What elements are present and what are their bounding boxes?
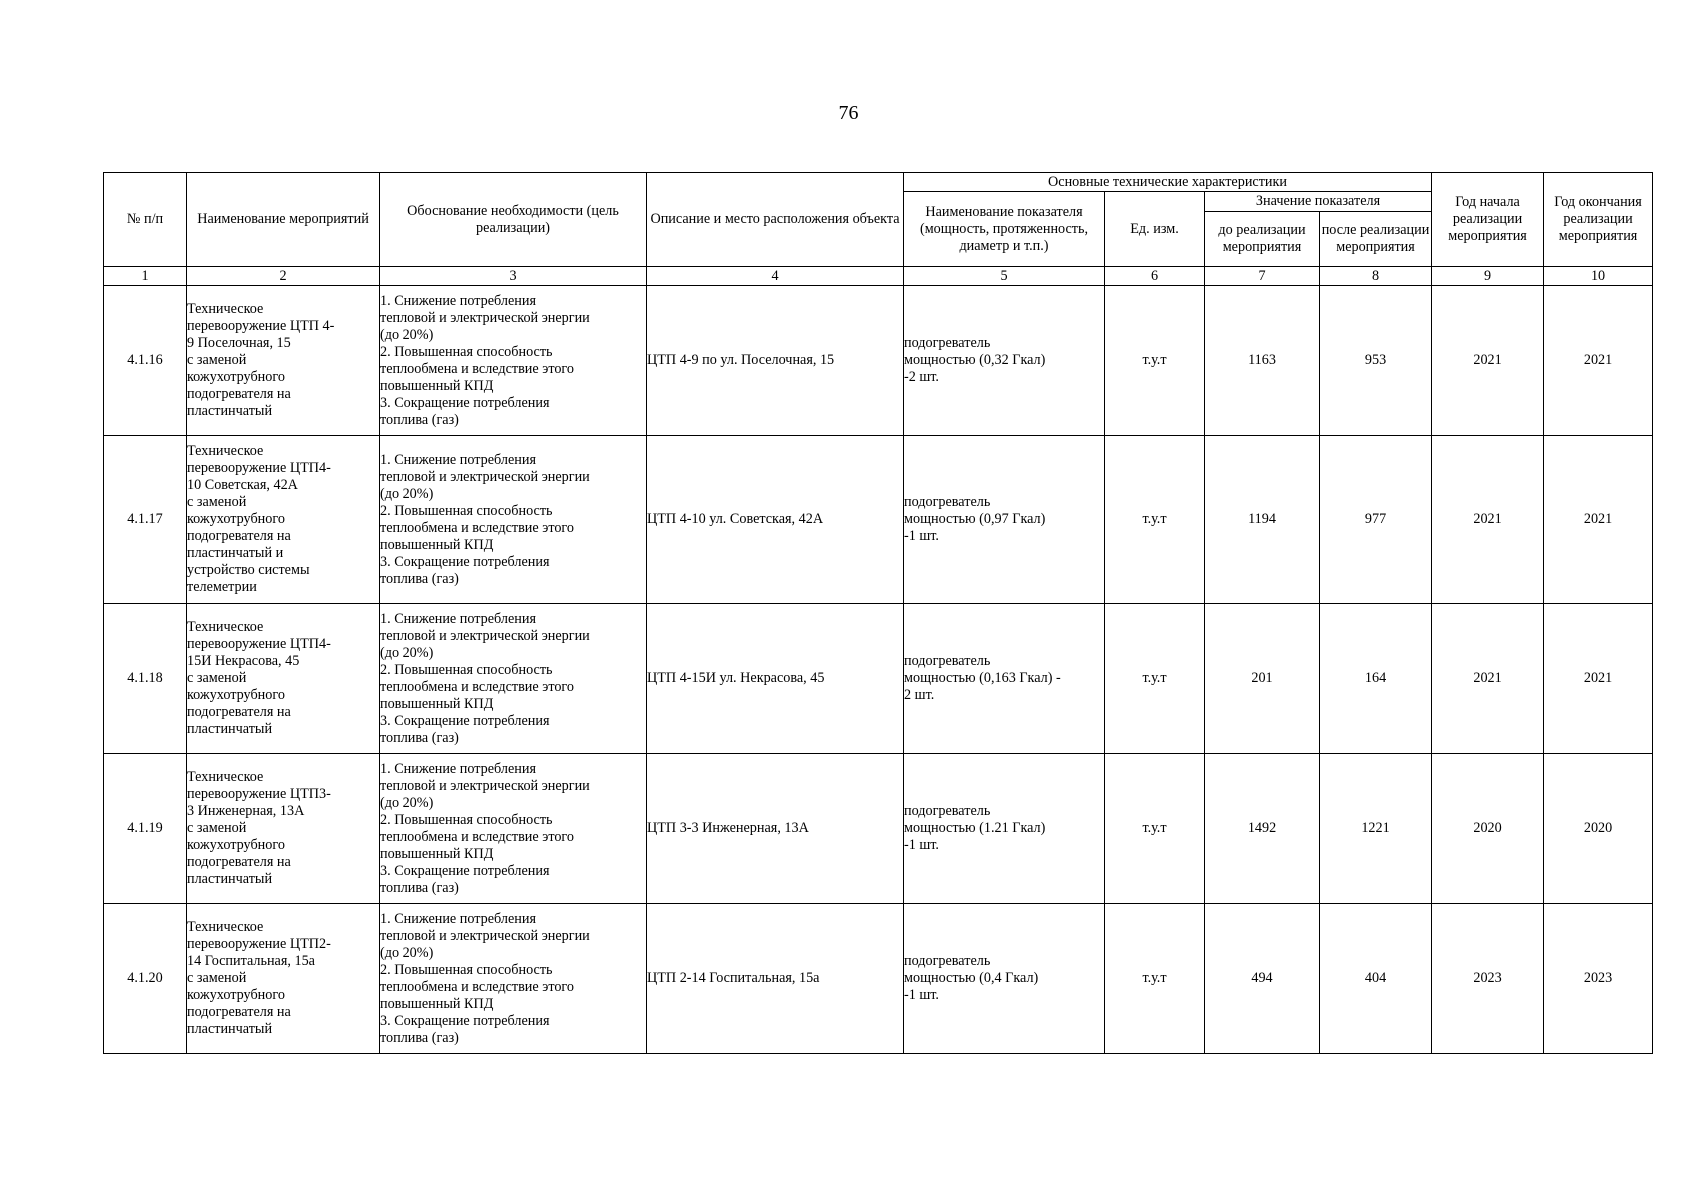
row-unit: т.у.т bbox=[1105, 604, 1205, 754]
table-row bbox=[104, 604, 1653, 754]
table-row bbox=[104, 754, 1653, 904]
row-indicator: подогреватель мощностью (0,32 Гкал) -2 шт. bbox=[904, 335, 1046, 385]
measures-table bbox=[103, 172, 1653, 1054]
row-after: 953 bbox=[1320, 286, 1432, 436]
header-year-start: Год начала реализации мероприятия bbox=[1432, 173, 1544, 267]
table-row bbox=[104, 286, 1653, 436]
column-number: 8 bbox=[1320, 267, 1432, 286]
row-year-start: 2020 bbox=[1432, 754, 1544, 904]
header-justification: Обоснование необходимости (цель реализации) bbox=[380, 173, 647, 267]
row-year-start: 2021 bbox=[1432, 286, 1544, 436]
column-number: 6 bbox=[1105, 267, 1205, 286]
row-year-start: 2021 bbox=[1432, 436, 1544, 604]
row-indicator: подогреватель мощностью (0,4 Гкал) -1 шт. bbox=[904, 953, 1039, 1003]
row-unit: т.у.т bbox=[1105, 754, 1205, 904]
row-name: Техническое перевооружение ЦТП4- 10 Советская, 42А с заменой кожухотрубного подогревателя на пластинчатый и устройство системы телеметрии bbox=[187, 443, 331, 595]
row-justification: 1. Снижение потребления тепловой и электрической энергии (до 20%) 2. Повышенная способность теплообмена и вследствие этого повышенный КПД 3. Сокращение потребления топлива (газ) bbox=[380, 292, 590, 428]
row-description: ЦТП 3-3 Инженерная, 13А bbox=[647, 754, 904, 904]
table-row bbox=[104, 904, 1653, 1054]
page-number: 76 bbox=[838, 102, 859, 124]
row-indicator: подогреватель мощностью (1.21 Гкал) -1 шт. bbox=[904, 803, 1046, 853]
row-description: ЦТП 4-9 по ул. Поселочная, 15 bbox=[647, 286, 904, 436]
header-tech-group: Основные технические характеристики bbox=[904, 173, 1432, 192]
row-after: 404 bbox=[1320, 904, 1432, 1054]
row-num: 4.1.20 bbox=[104, 904, 187, 1054]
header-indicator-name: Наименование показателя (мощность, протяженность, диаметр и т.п.) bbox=[904, 192, 1105, 267]
row-num: 4.1.18 bbox=[104, 604, 187, 754]
column-number: 5 bbox=[904, 267, 1105, 286]
row-year-end: 2020 bbox=[1544, 754, 1653, 904]
row-indicator: подогреватель мощностью (0,97 Гкал) -1 шт. bbox=[904, 494, 1046, 544]
column-number: 1 bbox=[104, 267, 187, 286]
column-number: 10 bbox=[1544, 267, 1653, 286]
row-name: Техническое перевооружение ЦТП4- 15И Некрасова, 45 с заменой кожухотрубного подогревателя на пластинчатый bbox=[187, 619, 331, 737]
row-unit: т.у.т bbox=[1105, 436, 1205, 604]
row-name: Техническое перевооружение ЦТП 4- 9 Поселочная, 15 с заменой кожухотрубного подогревателя на пластинчатый bbox=[187, 301, 335, 419]
row-description: ЦТП 4-10 ул. Советская, 42А bbox=[647, 436, 904, 604]
row-num: 4.1.17 bbox=[104, 436, 187, 604]
row-justification: 1. Снижение потребления тепловой и электрической энергии (до 20%) 2. Повышенная способность теплообмена и вследствие этого повышенный КПД 3. Сокращение потребления топлива (газ) bbox=[380, 451, 590, 587]
header-year-end: Год окончания реализации мероприятия bbox=[1544, 173, 1653, 267]
header-value-group: Значение показателя bbox=[1205, 192, 1432, 212]
table-row bbox=[104, 436, 1653, 604]
column-number-row bbox=[104, 267, 1653, 286]
row-year-start: 2023 bbox=[1432, 904, 1544, 1054]
row-description: ЦТП 2-14 Госпитальная, 15а bbox=[647, 904, 904, 1054]
row-description: ЦТП 4-15И ул. Некрасова, 45 bbox=[647, 604, 904, 754]
header-after: после реализации мероприятия bbox=[1320, 212, 1432, 267]
row-after: 977 bbox=[1320, 436, 1432, 604]
header-description: Описание и место расположения объекта bbox=[647, 173, 904, 267]
row-before: 1163 bbox=[1205, 286, 1320, 436]
row-year-end: 2021 bbox=[1544, 286, 1653, 436]
header-num: № п/п bbox=[104, 173, 187, 267]
row-before: 201 bbox=[1205, 604, 1320, 754]
row-year-start: 2021 bbox=[1432, 604, 1544, 754]
column-number: 7 bbox=[1205, 267, 1320, 286]
column-number: 3 bbox=[380, 267, 647, 286]
column-number: 2 bbox=[187, 267, 380, 286]
row-year-end: 2023 bbox=[1544, 904, 1653, 1054]
row-justification: 1. Снижение потребления тепловой и электрической энергии (до 20%) 2. Повышенная способность теплообмена и вследствие этого повышенный КПД 3. Сокращение потребления топлива (газ) bbox=[380, 610, 590, 746]
row-year-end: 2021 bbox=[1544, 604, 1653, 754]
row-num: 4.1.19 bbox=[104, 754, 187, 904]
row-justification: 1. Снижение потребления тепловой и электрической энергии (до 20%) 2. Повышенная способность теплообмена и вследствие этого повышенный КПД 3. Сокращение потребления топлива (газ) bbox=[380, 760, 590, 896]
row-year-end: 2021 bbox=[1544, 436, 1653, 604]
header-name: Наименование мероприятий bbox=[187, 173, 380, 267]
row-num: 4.1.16 bbox=[104, 286, 187, 436]
row-after: 164 bbox=[1320, 604, 1432, 754]
column-number: 9 bbox=[1432, 267, 1544, 286]
row-indicator: подогреватель мощностью (0,163 Гкал) - 2 шт. bbox=[904, 653, 1061, 703]
row-name: Техническое перевооружение ЦТП2- 14 Госпитальная, 15а с заменой кожухотрубного подогревателя на пластинчатый bbox=[187, 919, 331, 1037]
row-unit: т.у.т bbox=[1105, 286, 1205, 436]
row-justification: 1. Снижение потребления тепловой и электрической энергии (до 20%) 2. Повышенная способность теплообмена и вследствие этого повышенный КПД 3. Сокращение потребления топлива (газ) bbox=[380, 910, 590, 1046]
header-row-1 bbox=[104, 173, 1653, 192]
row-before: 1492 bbox=[1205, 754, 1320, 904]
row-before: 494 bbox=[1205, 904, 1320, 1054]
row-before: 1194 bbox=[1205, 436, 1320, 604]
column-number: 4 bbox=[647, 267, 904, 286]
header-unit: Ед. изм. bbox=[1105, 192, 1205, 267]
row-name: Техническое перевооружение ЦТП3- 3 Инженерная, 13А с заменой кожухотрубного подогревателя на пластинчатый bbox=[187, 769, 331, 887]
row-after: 1221 bbox=[1320, 754, 1432, 904]
row-unit: т.у.т bbox=[1105, 904, 1205, 1054]
header-before: до реализации мероприятия bbox=[1205, 212, 1320, 267]
